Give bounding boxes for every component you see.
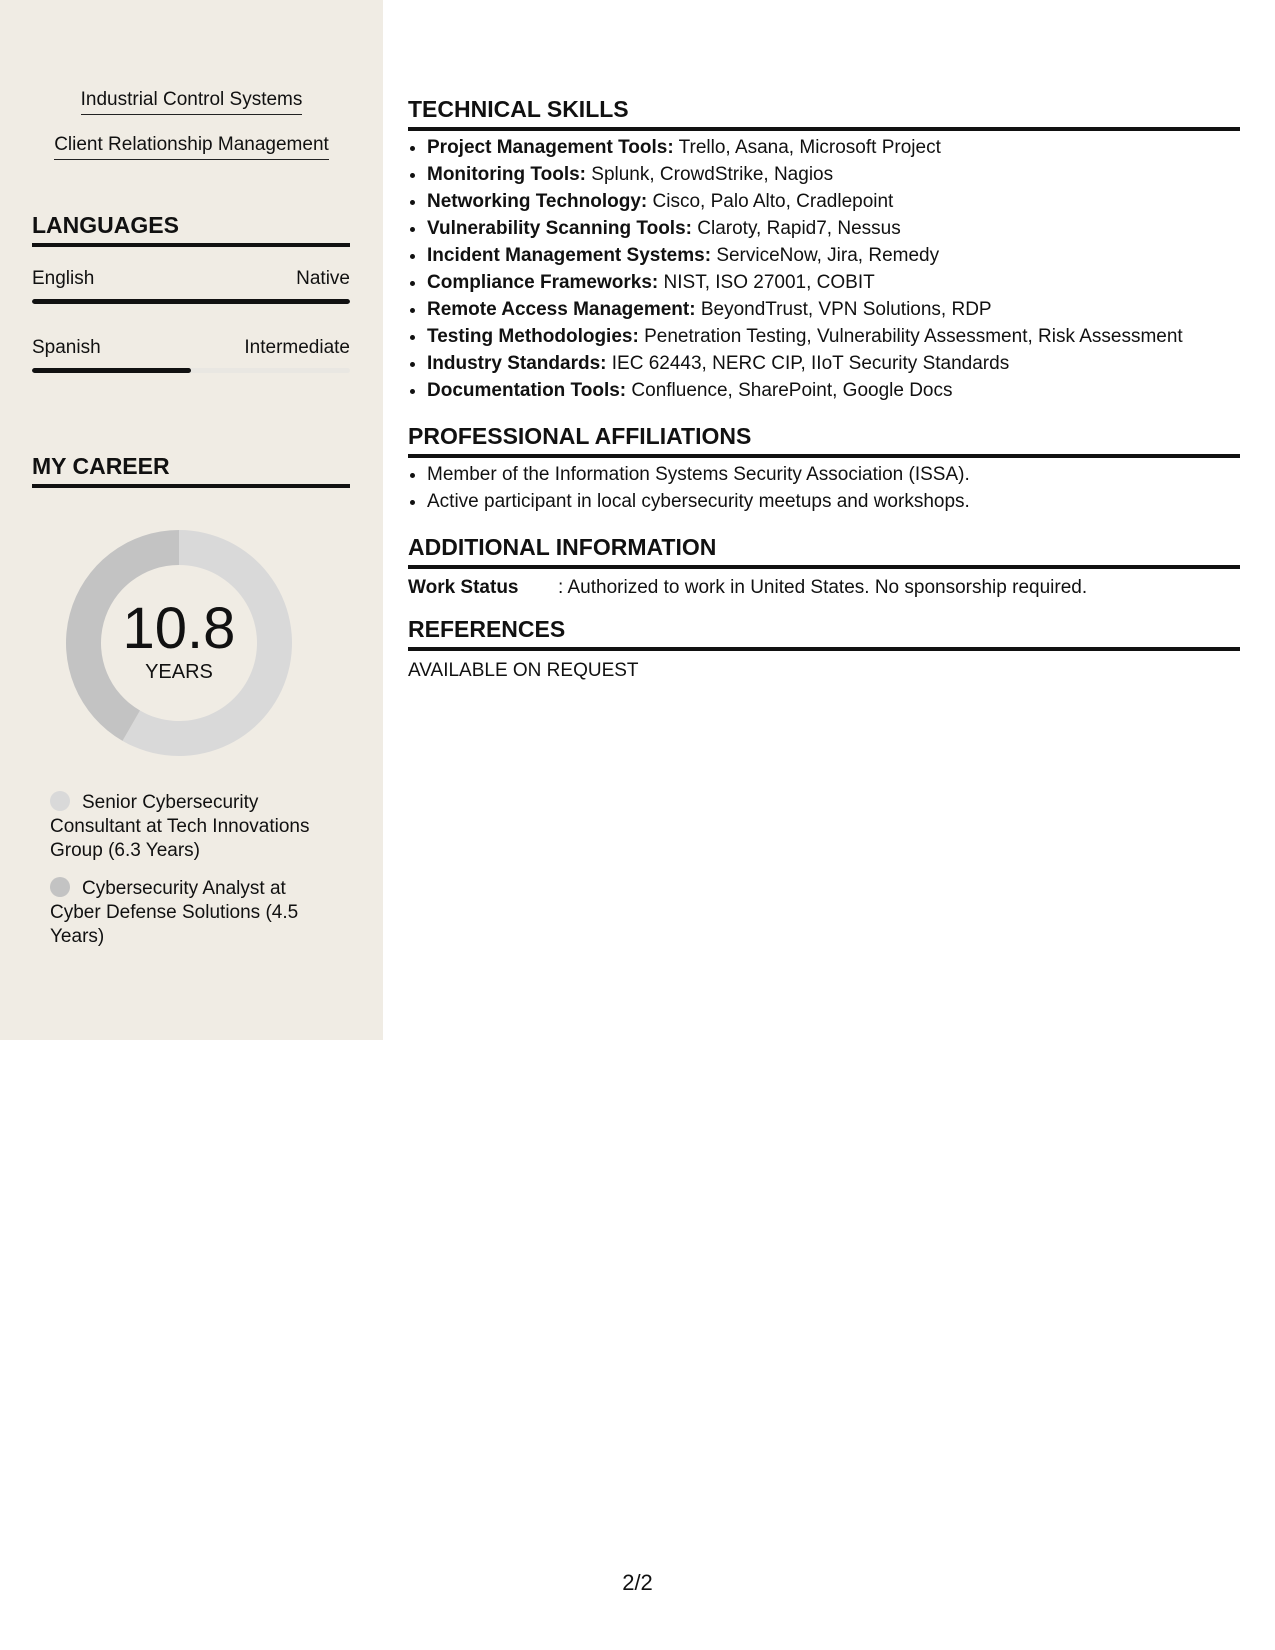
skill-value: Confluence, SharePoint, Google Docs (631, 380, 953, 401)
additional-info-heading: ADDITIONAL INFORMATION (408, 533, 1240, 569)
skill-label: Industry Standards: (427, 353, 607, 374)
references-heading: REFERENCES (408, 615, 1240, 651)
work-status-row (408, 576, 1240, 600)
list-item: • Member of the Information Systems Security Association (ISSA). (427, 461, 1240, 488)
skill-value: ServiceNow, Jira, Remedy (716, 245, 940, 266)
language-name: Spanish (32, 337, 101, 358)
skill-tag (0, 88, 383, 115)
list-item (427, 269, 1240, 296)
list-item (427, 323, 1240, 350)
skill-value: BeyondTrust, VPN Solutions, RDP (700, 299, 992, 320)
skill-label: Documentation Tools: (427, 380, 627, 401)
list-item: • Active participant in local cybersecurity meetups and workshops. (427, 488, 1240, 515)
career-years-label: YEARS (145, 661, 213, 683)
skill-label: Remote Access Management: (427, 299, 696, 320)
list-item (427, 161, 1240, 188)
skill-label: Vulnerability Scanning Tools: (427, 218, 692, 239)
page-number: 2/2 (622, 1570, 653, 1595)
languages-heading: LANGUAGES (32, 211, 350, 247)
career-item-text: Cybersecurity Analyst at Cyber Defense Solutions (4.5 Years) (50, 878, 299, 947)
career-heading: MY CAREER (32, 452, 350, 488)
career-donut-center (66, 530, 292, 756)
skill-label: Testing Methodologies: (427, 326, 639, 347)
language-level: Native (296, 268, 350, 289)
skill-tag-label: Client Relationship Management (54, 133, 329, 160)
language-bar-fill (32, 299, 350, 304)
language-level: Intermediate (244, 337, 350, 358)
affiliations-list (408, 461, 1240, 515)
skill-label: Networking Technology: (427, 191, 648, 212)
skill-value: Cisco, Palo Alto, Cradlepoint (652, 191, 894, 212)
language-bar (32, 299, 350, 304)
career-item (50, 791, 320, 863)
technical-skills-list (408, 134, 1240, 404)
skill-value: NIST, ISO 27001, COBIT (663, 272, 875, 293)
list-item (427, 215, 1240, 242)
list-item (427, 296, 1240, 323)
language-bar (32, 368, 350, 373)
skill-value: Claroty, Rapid7, Nessus (697, 218, 901, 239)
sidebar (0, 0, 383, 1040)
skill-value: Splunk, CrowdStrike, Nagios (591, 164, 834, 185)
list-item (427, 350, 1240, 377)
skill-value: Penetration Testing, Vulnerability Assessment, Risk Assessment (644, 326, 1183, 347)
references-text: AVAILABLE ON REQUEST (408, 660, 639, 681)
language-bar-fill (32, 368, 191, 373)
skill-label: Incident Management Systems: (427, 245, 712, 266)
skill-tag-label: Industrial Control Systems (81, 88, 303, 115)
career-dot-icon (50, 791, 70, 811)
work-status-label: Work Status (408, 577, 519, 598)
career-total-years: 10.8 (122, 596, 236, 661)
career-dot-icon (50, 877, 70, 897)
skill-label: Compliance Frameworks: (427, 272, 659, 293)
affiliations-heading: PROFESSIONAL AFFILIATIONS (408, 422, 1240, 458)
technical-skills-heading: TECHNICAL SKILLS (408, 95, 1240, 131)
list-item (427, 242, 1240, 269)
list-item (427, 134, 1240, 161)
skill-tag (0, 133, 383, 160)
skill-label: Project Management Tools: (427, 137, 674, 158)
career-item-text: Senior Cybersecurity Consultant at Tech Innovations Group (6.3 Years) (50, 792, 310, 861)
career-donut-chart (66, 530, 292, 756)
skill-value: Trello, Asana, Microsoft Project (678, 137, 941, 158)
skill-value: IEC 62443, NERC CIP, IIoT Security Standards (611, 353, 1010, 374)
language-name: English (32, 268, 95, 289)
skill-label: Monitoring Tools: (427, 164, 586, 185)
work-status-value: : Authorized to work in United States. No sponsorship required. (558, 577, 1088, 598)
list-item (427, 188, 1240, 215)
career-item (50, 877, 320, 949)
list-item (427, 377, 1240, 404)
